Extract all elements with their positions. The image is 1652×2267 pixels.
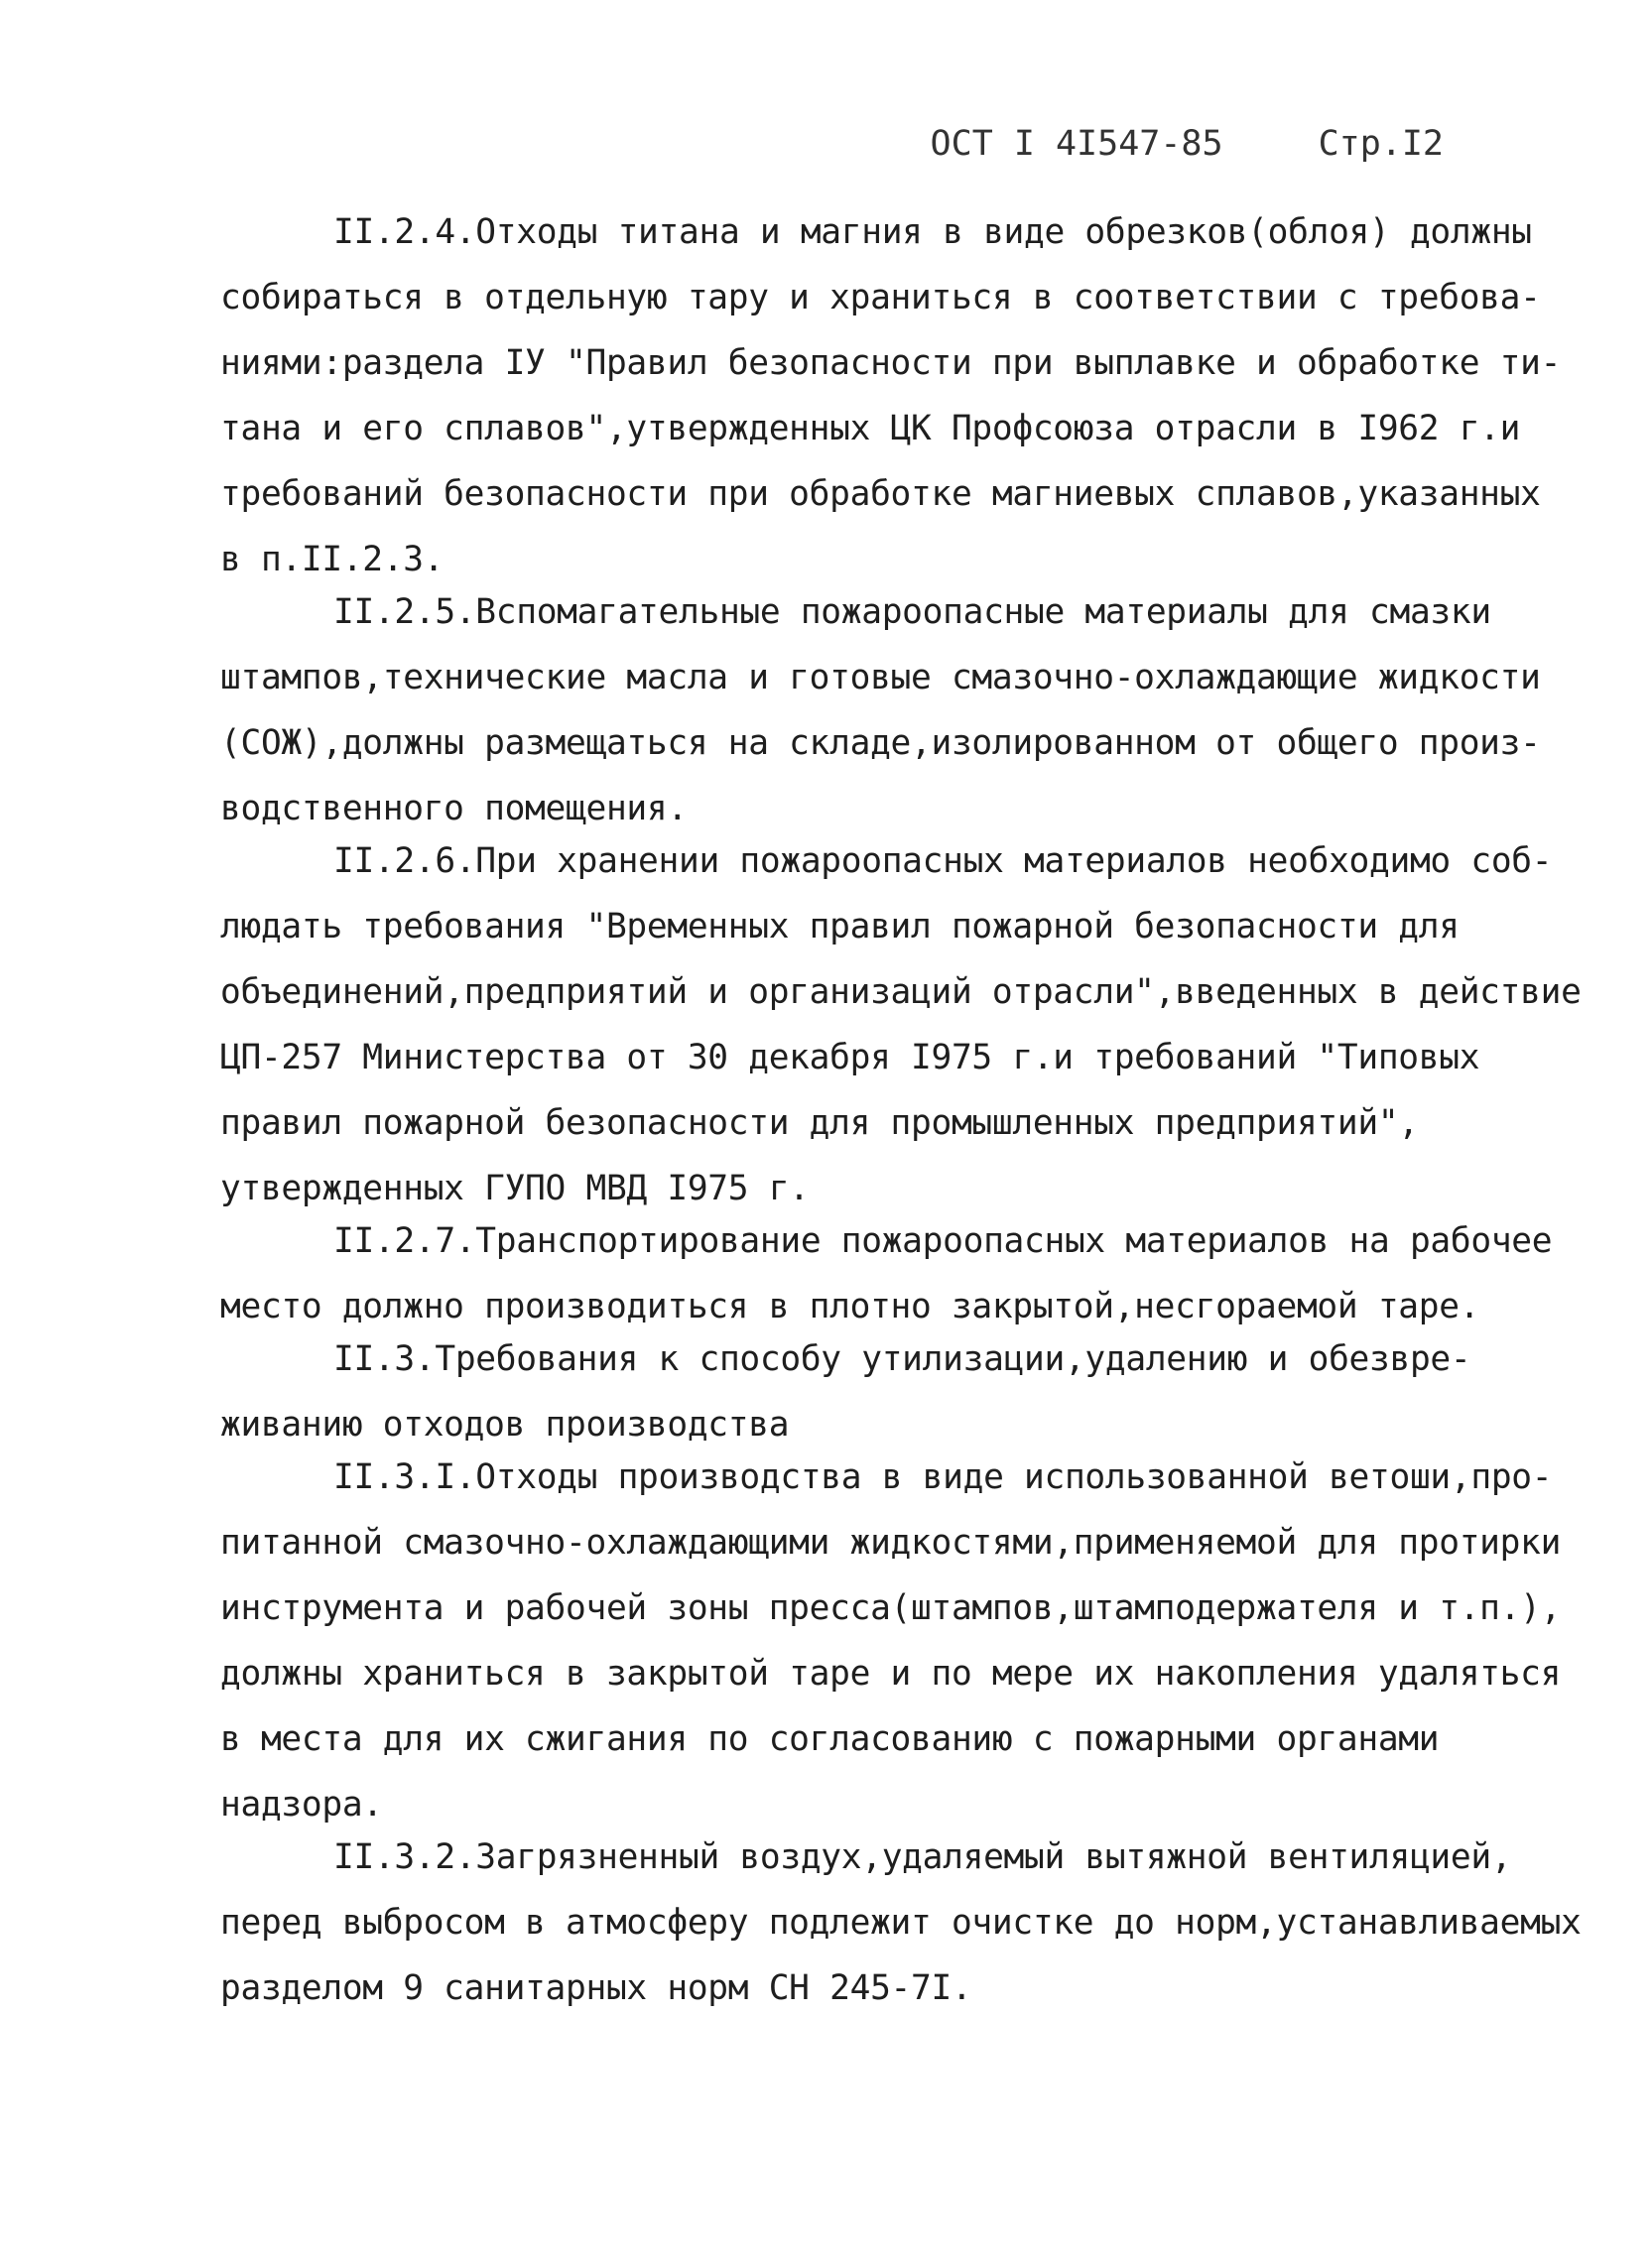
paragraph-line: перед выбросом в атмосферу подлежит очистке до норм,устанавливаемых — [220, 1903, 1582, 1943]
paragraph-line: людать требования "Временных правил пожарной безопасности для — [220, 907, 1460, 946]
paragraph-line: ниями:раздела IУ "Правил безопасности при выплавке и обработке ти- — [220, 343, 1562, 383]
paragraph-line: в п.II.2.3. — [220, 540, 445, 579]
paragraph-line: водственного помещения. — [220, 789, 688, 828]
paragraph-first-line: II.2.5.Вспомагательные пожароопасные материалы для смазки — [333, 592, 1491, 632]
page-number: Стр.I2 — [1318, 124, 1444, 164]
page-header — [931, 124, 1444, 164]
paragraph-line: разделом 9 санитарных норм СН 245-7I. — [220, 1968, 972, 2008]
paragraph-line: инструмента и рабочей зоны пресса(штампов,штамподержателя и т.п.), — [220, 1588, 1562, 1628]
document-code: ОСТ I 4I547-85 — [930, 124, 1223, 164]
paragraph-line: место должно производиться в плотно закрытой,несгораемой таре. — [220, 1287, 1480, 1326]
paragraph-line: живанию отходов производства — [220, 1405, 790, 1445]
paragraph-first-line: II.2.4.Отходы титана и магния в виде обрезков(облоя) должны — [333, 212, 1532, 252]
paragraph-line: в места для их сжигания по согласованию с пожарными органами — [220, 1719, 1440, 1759]
paragraph-line: надзора. — [220, 1785, 383, 1825]
paragraph-first-line: II.2.7.Транспортирование пожароопасных материалов на рабочее — [333, 1221, 1553, 1261]
paragraph-line: собираться в отдельную тару и храниться в соответствии с требова- — [220, 278, 1541, 317]
paragraph-line: объединений,предприятий и организаций отрасли",введенных в действие — [220, 972, 1582, 1012]
paragraph-line: (СОЖ),должны размещаться на складе,изолированном от общего произ- — [220, 723, 1541, 763]
paragraph-line: штампов,технические масла и готовые смазочно-охлаждающие жидкости — [220, 658, 1541, 697]
paragraph-line: должны храниться в закрытой таре и по мере их накопления удаляться — [220, 1654, 1562, 1694]
paragraph-line: правил пожарной безопасности для промышленных предприятий", — [220, 1103, 1419, 1143]
paragraph-line: тана и его сплавов",утвержденных ЦК Профсоюза отрасли в I962 г.и — [220, 409, 1521, 448]
paragraph-line: требований безопасности при обработке магниевых сплавов,указанных — [220, 474, 1541, 514]
paragraph-first-line: II.3.2.Загрязненный воздух,удаляемый вытяжной вентиляцией, — [333, 1837, 1512, 1877]
paragraph-line: питанной смазочно-охлаждающими жидкостями,применяемой для протирки — [220, 1523, 1562, 1563]
paragraph-first-line: II.2.6.При хранении пожароопасных материалов необходимо соб- — [333, 841, 1553, 881]
paragraph-line: утвержденных ГУПО МВД I975 г. — [220, 1169, 810, 1208]
paragraph-first-line: II.3.I.Отходы производства в виде использованной ветоши,про- — [333, 1457, 1553, 1497]
paragraph-line: ЦП-257 Министерства от 30 декабря I975 г.и требований "Типовых — [220, 1038, 1480, 1077]
paragraph-first-line: II.3.Требования к способу утилизации,удалению и обезвре- — [333, 1339, 1471, 1379]
